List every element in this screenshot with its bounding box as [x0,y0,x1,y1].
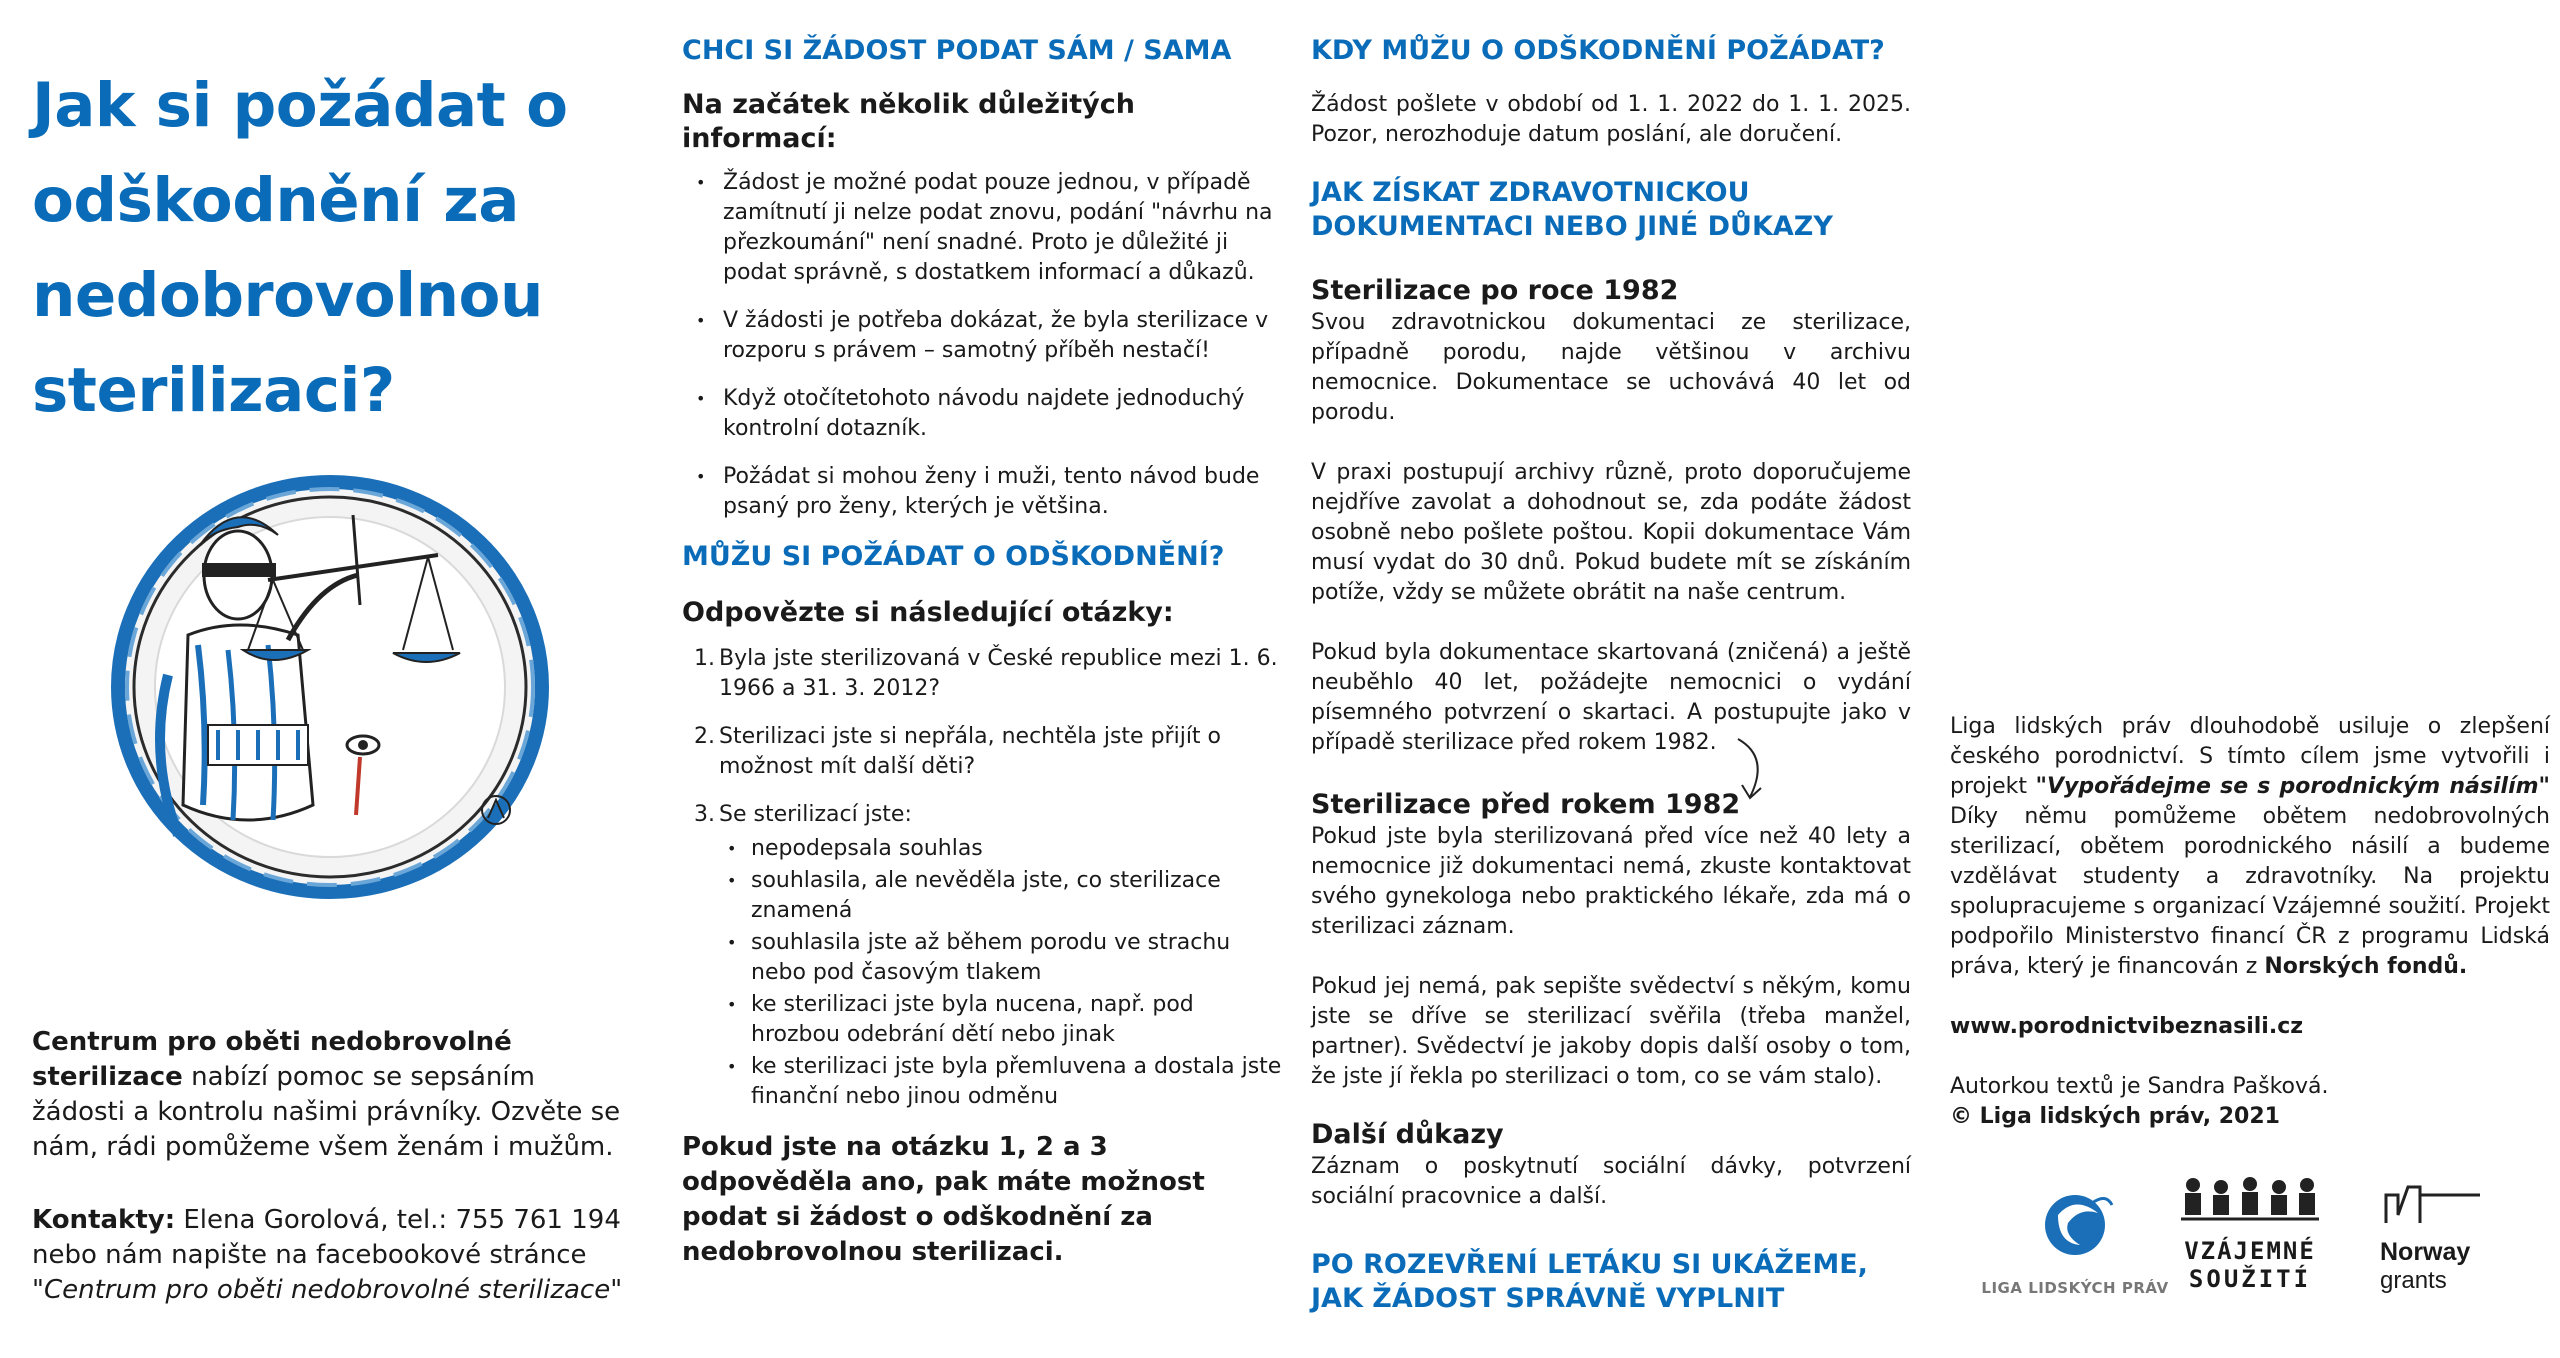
website-link[interactable]: www.porodnictvibeznasili.cz [1950,1014,2304,1039]
panel-about [1940,0,2560,1358]
vzajemne-line1: VZÁJEMNÉ [2184,1237,2316,1265]
question-item [682,644,1282,704]
panel-eligibility [660,0,1300,1358]
consent-option: • souhlasila jste až během porodu ve strachu nebo pod časovým tlakem [719,928,1282,988]
before-1982-paragraph: Pokud jej nemá, pak sepište svědectví s někým, komu jste se dříve se sterilizací svěřila (třeba manžel, partner). Svědectví je jakoby dopis další osoby o tom, že jste jí řekla po sterilizaci o tom, co se vám stalo). [1311,974,1911,1089]
subheading-questions: Odpovězte si následující otázky: [682,597,1174,628]
norway-funds: Norských fondů. [2264,954,2468,979]
after-1982-paragraph: V praxi postupují archivy různě, proto doporučujeme nejdříve zavolat a dohodnout se, zda podáte žádost osobně nebo pošlete poštou. Kopii dokumentace Vám musí vydat do 30 dnů. Pokud budete mít se získáním potíže, vždy se můžete obrátit na naše centrum. [1311,460,1911,605]
question-text: Se sterilizací jste: [719,802,912,827]
when-text: Žádost pošlete v období od 1. 1. 2022 do 1. 1. 2025. Pozor, nerozhoduje datum poslání, ale doručení. [1311,92,1911,147]
panel-evidence [1300,0,1940,1358]
question-text: Sterilizaci jste si nepřála, nechtěla jste přijít o možnost mít další děti? [719,724,1222,779]
question-list [682,644,1282,1112]
copyright: © Liga lidských práv, 2021 [1950,1104,2280,1129]
section-heading-documentation: JAK ZÍSKAT ZDRAVOTNICKOU DOKUMENTACI NEBO JINÉ DŮKAZY [1311,177,1833,242]
about-text [1950,712,2550,982]
after-1982-paragraph: Svou zdravotnickou dokumentaci ze sterilizace, případně porodu, najde většinou v archivu nemocnice. Dokumentace se uchovává 40 let od porodu. [1311,310,1911,425]
unfold-cta: PO ROZEVŘENÍ LETÁKU SI UKÁŽEME, JAK ŽÁDOST SPRÁVNĚ VYPLNIT [1311,1249,1868,1314]
project-name: "Vypořádejme se s porodnickým násilím" [2035,774,2551,799]
contacts-text: Elena Gorolová, tel.: 755 761 194 nebo nám napište na facebookové stránce [32,1205,621,1270]
question-number: 2. [694,724,715,749]
facebook-page-name: "Centrum pro oběti nedobrovolné sterilizace" [32,1275,623,1305]
consent-option: • ke sterilizaci jste byla nucena, např. pod hrozbou odebrání dětí nebo jinak [719,990,1282,1050]
people-group-icon [2175,1175,2325,1233]
page-title: Jak si požádat o odškodnění za nedobrovolnou sterilizaci? [32,70,568,426]
other-evidence-text: Záznam o poskytnutí sociální dávky, potvrzení sociální pracovnice a další. [1311,1154,1911,1209]
norway-flag-icon [2380,1175,2510,1233]
question-number: 3. [694,802,715,827]
vzajemne-souziti-logo [2175,1175,2325,1305]
subheading-info: Na začátek několik důležitých informací: [682,89,1135,154]
panel-cover [0,0,660,1358]
contacts-info [32,1203,652,1308]
section-heading-when: KDY MŮŽU O ODŠKODNĚNÍ POŽÁDAT? [1311,35,1885,66]
center-name: Centrum pro oběti nedobrovolné sterilizace [32,1027,512,1092]
question-number: 1. [694,646,715,671]
center-info [32,1025,632,1165]
about-body: Díky němu pomůžeme obětem nedobrovolných sterilizací, obětem porodnického násilí a budeme vzdělávat studenty a zdravotníky. Na projektu spolupracujeme s organizací Vzájemné soužití. Projekt podpořilo Ministerstvo financí ČR z programu Lidská práva, který je financován z [1950,804,2550,979]
after-1982-paragraph: Pokud byla dokumentace skartovaná (zničená) a ještě neuběhlo 40 let, požádejte nemocnici o vydání písemného potvrzení o skartaci. A postupujte jako v případě sterilizace před rokem 1982. [1311,640,1911,755]
info-bullet: • Požádat si mohou ženy i muži, tento návod bude psaný pro ženy, kterých je většina. [682,462,1282,522]
curved-arrow-icon [1730,735,1775,805]
norway-line1: Norway [2380,1238,2471,1266]
liga-logo-text: LIGA LIDSKÝCH PRÁV [1981,1279,2169,1297]
subheading-after-1982: Sterilizace po roce 1982 [1311,275,1679,306]
before-1982-paragraph: Pokud jste byla sterilizovaná před více než 40 lety a nemocnice již dokumentaci nemá, zkuste kontaktovat svého gynekologa nebo praktického lékaře, zda má o sterilizaci záznam. [1311,824,1911,939]
lady-justice-illustration [108,475,553,900]
eligibility-conclusion: Pokud jste na otázku 1, 2 a 3 odpověděla ano, pak máte možnost podat si žádost o odškodnění za nedobrovolnou sterilizaci. [682,1132,1205,1267]
liga-emblem-icon [1980,1175,2170,1275]
section-heading-self-apply: CHCI SI ŽÁDOST PODAT SÁM / SAMA [682,35,1232,66]
info-bullet-list [682,168,1282,522]
contacts-label: Kontakty: [32,1205,176,1235]
author-credit: Autorkou textů je Sandra Pašková. [1950,1074,2329,1099]
consent-option: • nepodepsala souhlas [719,834,1282,864]
norway-line2: grants [2380,1267,2447,1294]
consent-options-list [719,834,1282,1112]
consent-option: • ke sterilizaci jste byla přemluvena a dostala jste finanční nebo jinou odměnu [719,1052,1282,1112]
info-bullet: • Když otočítetohoto návodu najdete jednoduchý kontrolní dotazník. [682,384,1282,444]
norway-grants-logo [2380,1175,2510,1305]
info-bullet: • Žádost je možné podat pouze jednou, v případě zamítnutí ji nelze podat znovu, podání "návrhu na přezkoumání" není snadné. Proto je důležité ji podat správně, s dostatkem informací a důkazů. [682,168,1282,288]
question-item [682,800,1282,1112]
question-item [682,722,1282,782]
section-heading-eligibility: MŮŽU SI POŽÁDAT O ODŠKODNĚNÍ? [682,541,1225,572]
subheading-other-evidence: Další důkazy [1311,1119,1504,1150]
vzajemne-line2: SOUŽITÍ [2188,1265,2312,1293]
info-bullet: • V žádosti je potřeba dokázat, že byla sterilizace v rozporu s právem – samotný příběh nestačí! [682,306,1282,366]
consent-option: • souhlasila, ale nevěděla jste, co sterilizace znamená [719,866,1282,926]
liga-logo [1980,1175,2170,1305]
about-intro: Liga lidských práv dlouhodobě usiluje o zlepšení českého porodnictví. S tímto cílem jsme vytvořili i projekt [1950,714,2550,799]
question-text: Byla jste sterilizovaná v České republice mezi 1. 6. 1966 a 31. 3. 2012? [719,646,1278,701]
subheading-before-1982: Sterilizace před rokem 1982 [1311,789,1741,820]
center-text: nabízí pomoc se sepsáním žádosti a kontrolu našimi právníky. Ozvěte se nám, rádi pomůžeme všem ženám i mužům. [32,1062,621,1162]
